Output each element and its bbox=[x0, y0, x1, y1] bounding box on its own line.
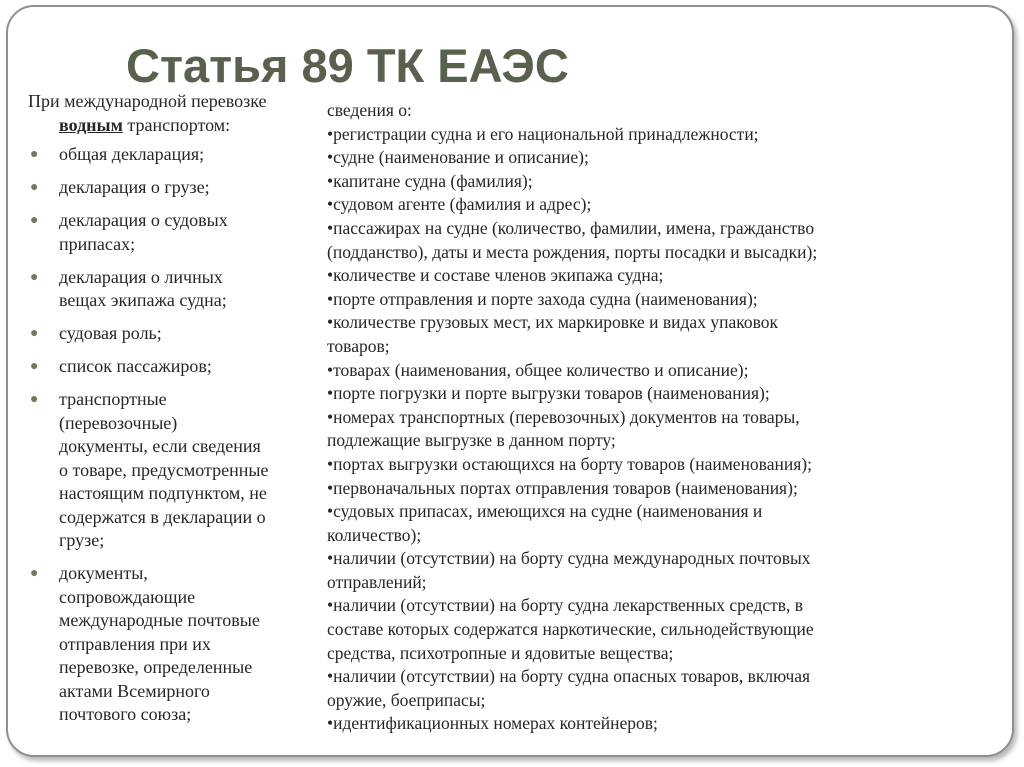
right-text-line: •портах выгрузки остающихся на борту товаров (наименования); bbox=[327, 453, 812, 474]
left-list-item bbox=[28, 266, 318, 313]
right-text-line: сведения о: bbox=[327, 100, 412, 120]
bullet-icon: ● bbox=[30, 326, 39, 341]
left-list-item-line: список пассажиров; bbox=[59, 356, 212, 376]
left-list-item-line: отправления при их bbox=[59, 633, 211, 654]
left-list-item bbox=[28, 143, 318, 167]
right-text-line: составе которых содержатся наркотические, сильнодействующие bbox=[327, 619, 814, 640]
right-text-line: •номерах транспортных (перевозочных) документов на товары, bbox=[327, 406, 800, 427]
left-list-item-line: документы, если сведения bbox=[59, 436, 261, 456]
bullet-icon: ● bbox=[30, 566, 39, 581]
right-text-line: •наличии (отсутствии) на борту судна опасных товаров, включая bbox=[327, 666, 811, 687]
left-list-item-line: декларация о личных bbox=[59, 266, 223, 287]
left-list-item-line: перевозке, определенные bbox=[59, 657, 253, 677]
left-list-item-line: актами Всемирного bbox=[59, 680, 210, 701]
left-list-item-line: вещах экипажа судна; bbox=[59, 290, 227, 310]
left-list-item-line: декларация о судовых bbox=[59, 210, 228, 230]
right-text-line: отправлений; bbox=[327, 571, 427, 592]
bullet-icon: ● bbox=[30, 213, 39, 228]
left-list-item-line: припасах; bbox=[59, 233, 136, 254]
right-text-line: •судовом агенте (фамилия и адрес); bbox=[327, 194, 592, 215]
right-text-line: •идентификационных номерах контейнеров; bbox=[327, 713, 658, 734]
right-text-line: •количестве и составе членов экипажа судна; bbox=[327, 265, 664, 286]
intro-line2 bbox=[28, 114, 318, 138]
right-text-line: •первоначальных портах отправления товаров (наименования); bbox=[327, 477, 798, 498]
right-text-line: •количестве грузовых мест, их маркировке и видах упаковок bbox=[327, 312, 778, 333]
right-text-line: •судне (наименование и описание); bbox=[327, 147, 589, 168]
right-text-line: •порте отправления и порте захода судна (наименования); bbox=[327, 288, 758, 309]
left-list-item-line: о товаре, предусмотренные bbox=[59, 459, 269, 480]
right-text-line: •товарах (наименования, общее количество и описание); bbox=[327, 359, 749, 380]
right-text-line: •капитане судна (фамилия); bbox=[327, 170, 533, 191]
right-text-line: •пассажирах на судне (количество, фамилии, имена, гражданство bbox=[327, 217, 815, 238]
left-list-item-line: декларация о грузе; bbox=[59, 177, 210, 197]
slide-title: Статья 89 ТК ЕАЭС bbox=[126, 39, 569, 92]
left-list-item bbox=[28, 176, 318, 200]
left-list-item-line: транспортные bbox=[59, 389, 167, 409]
left-list-item bbox=[28, 562, 318, 727]
right-text-line: •порте погрузки и порте выгрузки товаров (наименования); bbox=[327, 383, 770, 404]
left-list-item-line: почтового союза; bbox=[59, 704, 192, 724]
left-list-item bbox=[28, 209, 318, 256]
right-text-line: •наличии (отсутствии) на борту судна лекарственных средств, в bbox=[327, 595, 804, 616]
right-text-line: количество); bbox=[327, 524, 422, 545]
left-list-item-line: содержатся в декларации о bbox=[59, 506, 266, 527]
right-text-line: товаров; bbox=[327, 335, 390, 356]
left-bullet-list bbox=[28, 143, 318, 727]
right-text-line: подлежащие выгрузке в данном порту; bbox=[327, 430, 616, 451]
right-text-line: оружие, боеприпасы; bbox=[327, 689, 486, 710]
left-list-item-line: судовая роль; bbox=[59, 323, 162, 343]
right-column bbox=[327, 99, 977, 736]
left-list-item-line: грузе; bbox=[59, 530, 105, 550]
left-list-item bbox=[28, 355, 318, 379]
left-list-item-line: настоящим подпунктом, не bbox=[59, 483, 267, 503]
left-list-item-line: (перевозочные) bbox=[59, 412, 178, 433]
bullet-icon: ● bbox=[30, 180, 39, 195]
left-list-item bbox=[28, 322, 318, 346]
left-list-item-line: документы, bbox=[59, 563, 148, 583]
left-intro bbox=[28, 90, 318, 137]
intro-suffix: транспортом: bbox=[122, 114, 231, 135]
bullet-icon: ● bbox=[30, 269, 39, 285]
right-text-line: •судовых припасах, имеющихся на судне (наименования и bbox=[327, 501, 763, 522]
bullet-icon: ● bbox=[30, 359, 39, 374]
right-text-line: (подданство), даты и места рождения, порты посадки и высадки); bbox=[327, 241, 818, 262]
intro-bold-word: водным bbox=[59, 114, 123, 135]
left-list-item bbox=[28, 388, 318, 553]
bullet-icon: ● bbox=[30, 392, 39, 407]
right-text-line: средства, психотропные и ядовитые вещества; bbox=[327, 642, 674, 663]
left-column bbox=[28, 90, 318, 736]
left-list-item-line: общая декларация; bbox=[59, 144, 205, 164]
intro-prefix: При международной перевозке bbox=[28, 91, 267, 111]
right-text-line: •регистрации судна и его национальной принадлежности; bbox=[327, 123, 759, 144]
left-list-item-line: сопровождающие bbox=[59, 586, 196, 607]
right-text-line: •наличии (отсутствии) на борту судна международных почтовых bbox=[327, 548, 811, 569]
left-list-item-line: международные почтовые bbox=[59, 610, 260, 630]
bullet-icon: ● bbox=[30, 147, 39, 162]
